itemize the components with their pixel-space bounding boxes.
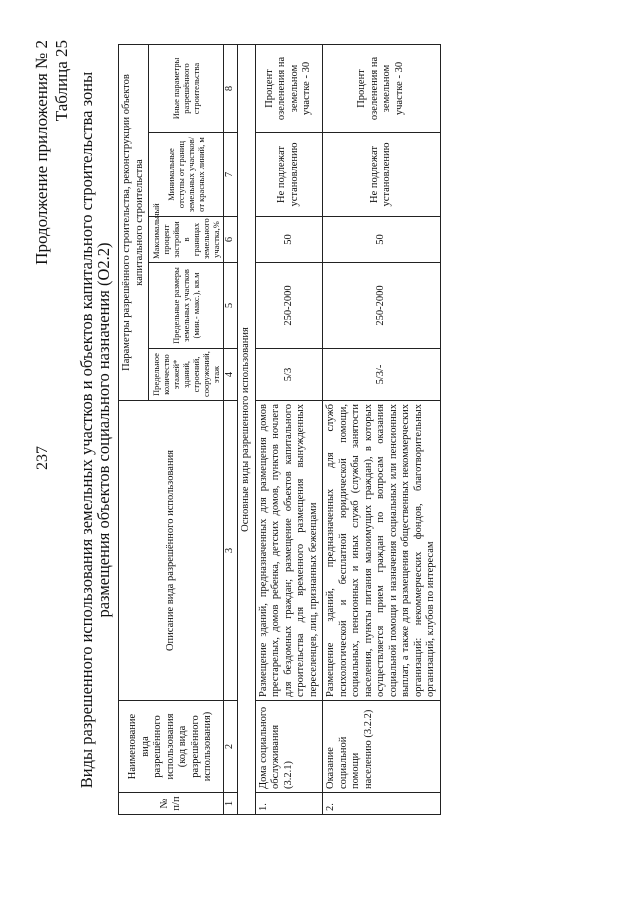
header-plot-size: Предельные размеры земельных участков (мин.- макс.), кв.м [149,263,224,349]
column-number: 4 [224,349,238,401]
column-number: 2 [224,701,238,793]
row-max-coverage: 50 [255,217,323,263]
header-params: Параметры разрешённого строительства, реконструкции объектов капитального строительства [119,45,149,401]
land-use-table [118,44,441,815]
row-description: Размещение зданий, предназначенных для служб психологической и бесплатной юридической помощи, социальных, пенсионных и иных служб (службы занятости населения, пункты питания малоимущих граждан), в которых осуществляется прием граждан по вопросам оказания социальной помощи и назначения социальных или пенсионных выплат, а также для размещения общественных некоммерческих организаций: некоммерческих фондов, благотворительных организаций, клубов по интересам [323,401,441,701]
column-number: 1 [224,793,238,815]
column-number: 8 [224,45,238,133]
row-floors: 5/3/- [323,349,441,401]
column-number-row [224,45,238,815]
row-min-setback: Не подлежат установлению [255,133,323,217]
row-other-params: Процент озеленения на земельном участке - 30 [255,45,323,133]
section-title: Основные виды разрешенного использования [238,45,256,815]
row-num: 2. [323,793,441,815]
header-name: Наименование вида разрешённого использования (код вида разрешённого использования) [119,701,224,793]
header-num: № п/п [119,793,224,815]
header-max-coverage: Максимальный процент застройки в границах земельного участка,% [149,217,224,263]
column-number: 5 [224,263,238,349]
page-number: 237 [34,446,51,470]
row-min-setback: Не подлежат установлению [323,133,441,217]
header-floors: Предельное количество этажей* зданий, строений, сооружений, этаж [149,349,224,401]
row-floors: 5/3 [255,349,323,401]
row-name: Дома социального обслуживания (3.2.1) [255,701,323,793]
row-name: Оказание социальной помощи населению (3.2.2) [323,701,441,793]
row-num: 1. [255,793,323,815]
header-min-setback: Минимальные отступы от границ земельных участков/ от красных линий, м [149,133,224,217]
table-title: Виды разрешенного использования земельных участков и объектов капитального строительства зоны размещения объектов социального назначения (О2.2) [77,71,113,789]
row-description: Размещение зданий, предназначенных для размещения домов престарелых, домов ребенка, детских домов, пунктов ночлега для бездомных граждан; размещение объектов капитального строительства для временного размещения вынужденных переселенцев, лиц, признанных беженцами [255,401,323,701]
row-max-coverage: 50 [323,217,441,263]
table-row [323,45,441,815]
appendix-continuation: Продолжение приложения № 2 [32,40,51,265]
header-description: Описание вида разрешённого использования [119,401,224,701]
column-number: 6 [224,217,238,263]
table-row [255,45,323,815]
row-plot-size: 250-2000 [255,263,323,349]
row-plot-size: 250-2000 [323,263,441,349]
header-other-params: Иные параметры разрешённого строительства [149,45,224,133]
table-label: Таблица 25 [52,40,71,122]
column-number: 3 [224,401,238,701]
row-other-params: Процент озеленения на земельном участке - 30 [323,45,441,133]
column-number: 7 [224,133,238,217]
